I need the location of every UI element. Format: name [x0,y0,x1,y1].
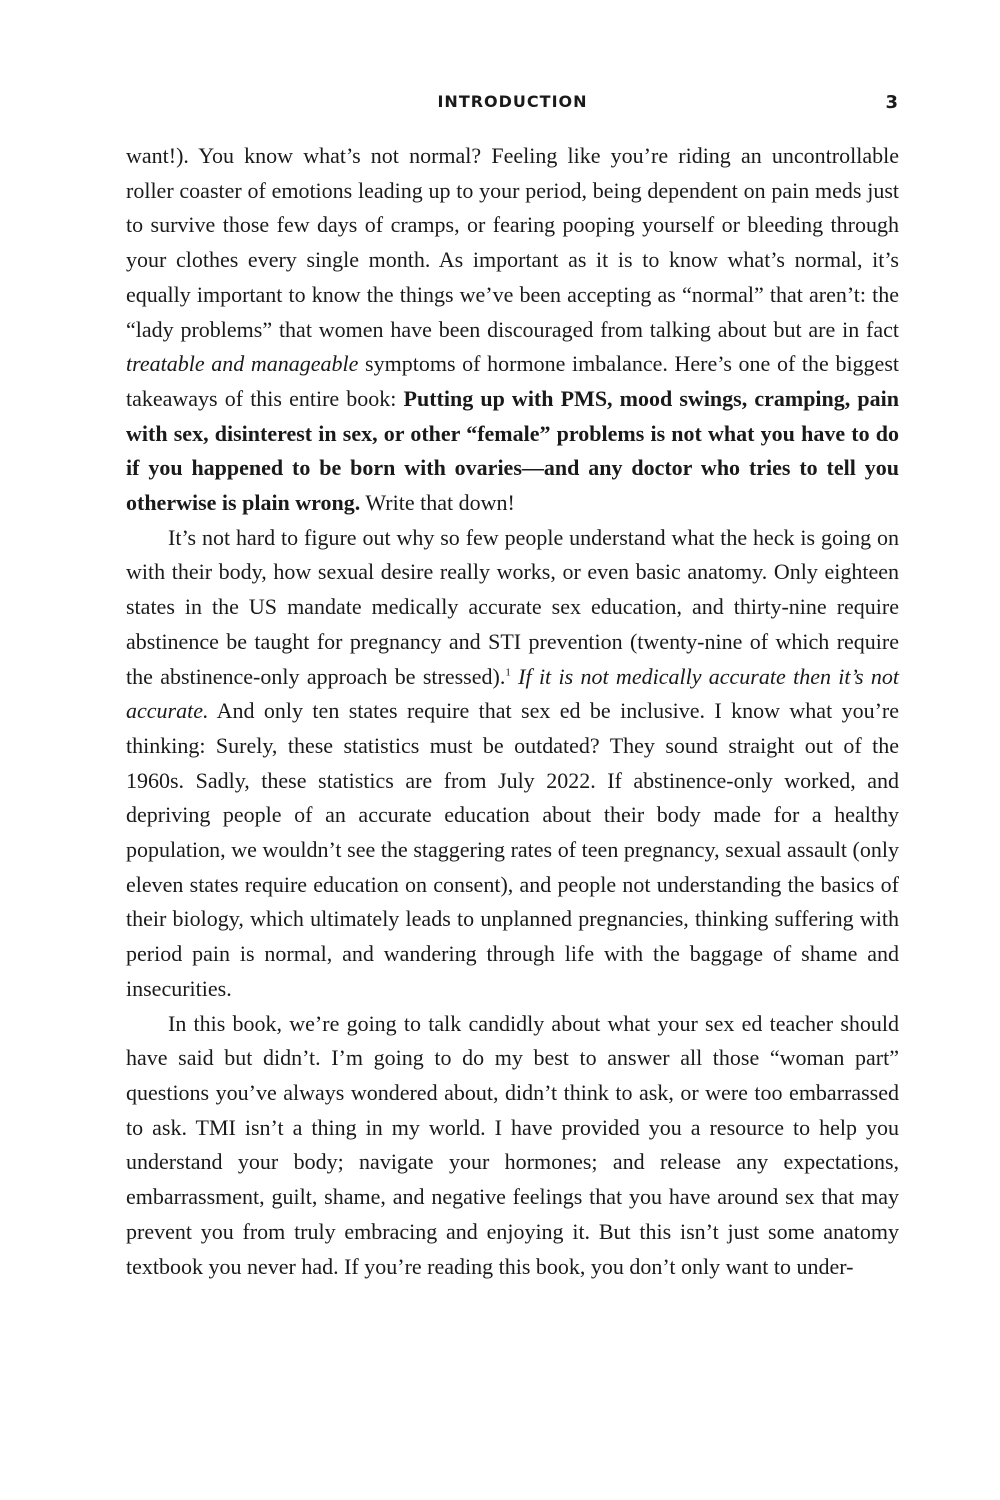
paragraph-3 [126,1007,899,1285]
paragraph-1-text-b: symptoms of hormone imbalance. Here’s one of the biggest takeaways of this entire book: [126,351,899,411]
paragraph-2-emphasis: If it is not medically accurate then it’s not accurate. [126,663,899,724]
paragraph-1 [126,139,899,521]
page-number: 3 [885,92,899,113]
paragraph-1-key-takeaway: Putting up with PMS, mood swings, cramping, pain with sex, disinterest in sex, or other “female” problems is not what you have to do if you happened to be born with ovaries—and any doctor who tries to tell you otherwise is plain wrong. [126,385,899,516]
body-text [126,139,899,1284]
running-head [126,88,899,118]
book-page [126,88,899,1284]
paragraph-1-text-a: want!). You know what’s not normal? Feeling like you’re riding an uncontrollable roller coaster of emotions leading up to your period, being dependent on pain meds just to survive those few days of cramps, or fearing pooping yourself or bleeding through your clothes every single month. As important as it is to know what’s normal, it’s equally important to know the things we’ve been accepting as “normal” that aren’t: the “lady problems” that women have been discouraged from talking about but are in fact [126,143,899,342]
paragraph-1-text-c: Write that down! [360,490,515,516]
paragraph-1-emphasis: treatable and manageable [126,351,359,377]
paragraph-3-text: In this book, we’re going to talk candidly about what your sex ed teacher should have said but didn’t. I’m going to do my best to answer all those “woman part” questions you’ve always wondered about, didn’t think to ask, or were too embarrassed to ask. TMI isn’t a thing in my world. I have provided you a resource to help you understand your body; navigate your hormones; and release any expectations, embarrassment, guilt, shame, and negative feelings that you have around sex that may prevent you from truly embracing and enjoying it. But this isn’t just some anatomy textbook you never had. If you’re reading this book, you don’t only want to under- [126,1010,899,1279]
chapter-title: INTRODUCTION [437,92,588,111]
footnote-marker[interactable]: 1 [505,666,511,679]
paragraph-2-text-b: And only ten states require that sex ed be inclusive. I know what you’re thinking: Surely, these statistics must be outdated? They sound straight out of the 1960s. Sadly, these statistics are from July 2022. If abstinence-only worked, and depriving people of an accurate education about their body made for a healthy population, we wouldn’t see the staggering rates of teen pregnancy, sexual assault (only eleven states require education on consent), and people not understanding the basics of their biology, which ultimately leads to unplanned pregnancies, thinking suffering with period pain is normal, and wandering through life with the baggage of shame and insecurities. [126,698,899,1001]
paragraph-2 [126,521,899,1007]
paragraph-2-text-a: It’s not hard to figure out why so few people understand what the heck is going on with their body, how sexual desire really works, or even basic anatomy. Only eighteen states in the US mandate medically accurate sex education, and thirty-nine require abstinence be taught for pregnancy and STI prevention (twenty-nine of which require the abstinence-only approach be stressed). [126,524,899,689]
